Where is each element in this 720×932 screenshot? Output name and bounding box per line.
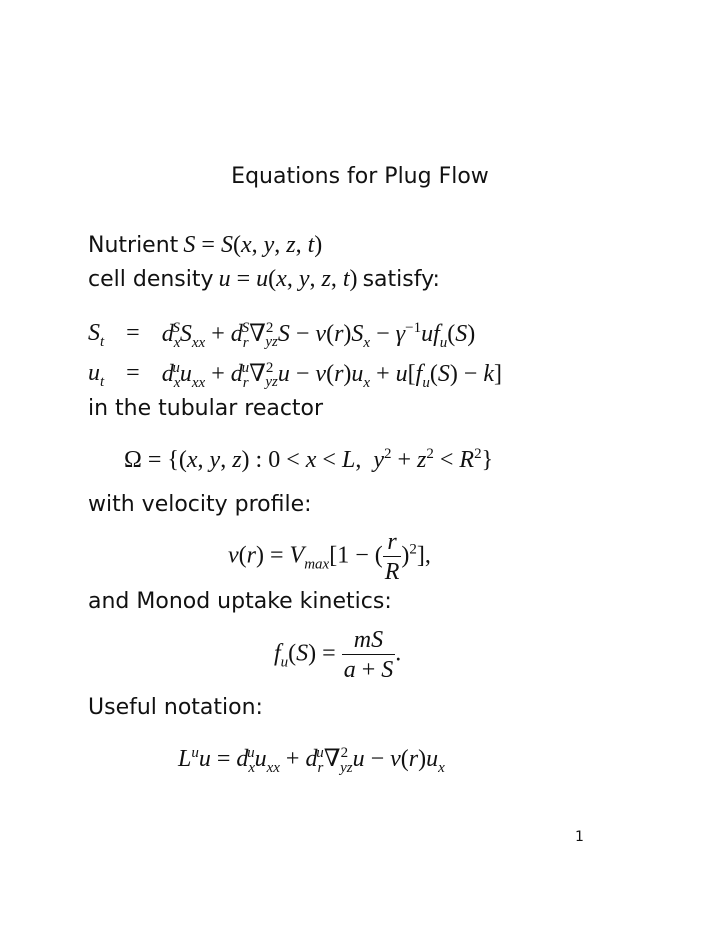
- cell-equation-equals: =: [126, 359, 140, 386]
- cell-density-label: cell density: [88, 267, 214, 292]
- nutrient-definition: S = S(x, y, z, t): [183, 232, 323, 258]
- monod-fraction: $\frac{mS}{a + S}$: [343, 627, 394, 683]
- cell-equation-rhs: $d_x^uu_{xx} + d_r^u\nabla^2_{yz}u - v(r)u_x + u[f_u(S) - k]$: [161, 359, 502, 391]
- nutrient-label: Nutrient: [88, 233, 179, 258]
- r-over-R-fraction: $\frac{r}{R}$: [384, 529, 400, 585]
- domain-equation: Ω = {(x, y, z) : 0 < x < L, $y^2 + z^2 < R^2$}: [124, 446, 494, 473]
- satisfy-label: satisfy:: [362, 267, 440, 292]
- notation-text: Useful notation:: [88, 695, 263, 720]
- cell-equation: [88, 353, 502, 393]
- cell-equation-lhs: $u_t$: [88, 359, 105, 390]
- pde-system: [88, 313, 502, 393]
- nutrient-equation-rhs: $d_x^SS_{xx} + d_r^S\nabla^2_{yz}S - v(r)S_x - \gamma^{-1}uf_u(S)$: [161, 319, 476, 351]
- reactor-text: in the tubular reactor: [88, 396, 324, 421]
- velocity-text: with velocity profile:: [88, 492, 312, 517]
- velocity-equation: $v(r) = V_{max}[1$ − ( $\frac{r}{R}$ )$^2$],: [228, 529, 431, 585]
- page-number: 1: [575, 829, 584, 845]
- cell-density-definition: u = u(x, y, z, t): [218, 266, 358, 292]
- monod-text: and Monod uptake kinetics:: [88, 589, 392, 614]
- cell-density-line: [88, 267, 440, 291]
- page-title: Equations for Plug Flow: [231, 164, 489, 189]
- monod-equation: $f_u(S)$ = $\frac{mS}{a + S}$ .: [274, 627, 402, 683]
- nutrient-equation-equals: =: [126, 319, 140, 346]
- nutrient-equation-lhs: $S_t$: [88, 319, 105, 350]
- notation-equation: $L^uu = d_x^uu_{xx} + d_r^u\nabla^2_{yz}u - v(r)u_x$: [178, 745, 445, 776]
- nutrient-equation: [88, 313, 502, 353]
- nutrient-line: [88, 233, 322, 257]
